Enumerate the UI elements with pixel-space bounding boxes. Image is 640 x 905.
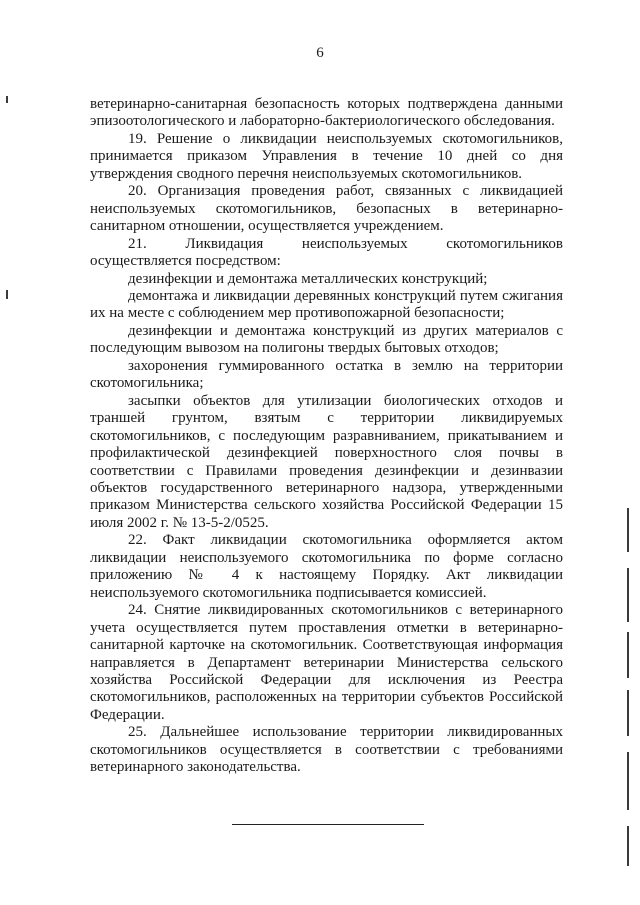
paragraph: ветеринарно-санитарная безопасность которых подтверждена данными эпизоотологического и лабораторно-бактериологического обследования.	[90, 96, 563, 130]
footer-rule	[232, 824, 424, 825]
scan-mark	[627, 826, 629, 866]
paragraph: 19. Решение о ликвидации неиспользуемых скотомогильников, принимается приказом Управления в течение 10 дней со дня утверждения сводного перечня неиспользуемых скотомогильников.	[90, 130, 563, 182]
paragraph: 20. Организация проведения работ, связанных с ликвидацией неиспользуемых скотомогильников, безопасных в ветеринарно-санитарном отношении, осуществляется учреждением.	[90, 183, 563, 235]
scan-mark	[627, 690, 629, 736]
paragraph: 25. Дальнейшее использование территории ликвидированных скотомогильников осуществляется в соответствии с требованиями ветеринарного законодательства.	[90, 724, 563, 776]
scan-mark	[6, 96, 8, 103]
scan-mark	[627, 568, 629, 622]
list-item: дезинфекции и демонтажа конструкций из других материалов с последующим вывозом на полигоны твердых бытовых отходов;	[90, 322, 563, 357]
list-item: захоронения гуммированного остатка в землю на территории скотомогильника;	[90, 357, 563, 392]
scan-mark	[627, 632, 629, 678]
scan-mark	[627, 752, 629, 810]
paragraph: 21. Ликвидация неиспользуемых скотомогильников осуществляется посредством:	[90, 235, 563, 270]
document-body	[90, 96, 563, 777]
list-item: демонтажа и ликвидации деревянных конструкций путем сжигания их на месте с соблюдением мер противопожарной безопасности;	[90, 287, 563, 322]
list-item: дезинфекции и демонтажа металлических конструкций;	[128, 270, 488, 287]
scan-mark	[627, 508, 629, 552]
paragraph: 24. Снятие ликвидированных скотомогильников с ветеринарного учета осуществляется путем проставления отметки в ветеринарно-санитарной карточке на скотомогильник. Соответствующая информация направляется в Департамент ветеринарии Министерства сельского хозяйства Российской Федерации для исключения из Реестра скотомогильников, расположенных на территории субъектов Российской Федерации.	[90, 602, 563, 723]
paragraph: 22. Факт ликвидации скотомогильника оформляется актом ликвидации неиспользуемого скотомогильника по форме согласно приложению № 4 к настоящему Порядку. Акт ликвидации неиспользуемого скотомогильника подписывается комиссией.	[90, 532, 563, 601]
list-item: засыпки объектов для утилизации биологических отходов и траншей грунтом, взятым с территории ликвидируемых скотомогильников, с последующим разравниванием, прикатыванием и профилактической дезинфекцией поверхностного слоя почвы в соответствии с Правилами проведения дезинфекции и дезинвазии объектов государственного ветеринарного надзора, утвержденными приказом Министерства сельского хозяйства Российской Федерации 15 июля 2002 г. № 13-5-2/0525.	[90, 392, 563, 531]
scan-mark	[6, 290, 8, 299]
page-number: 6	[316, 45, 324, 61]
